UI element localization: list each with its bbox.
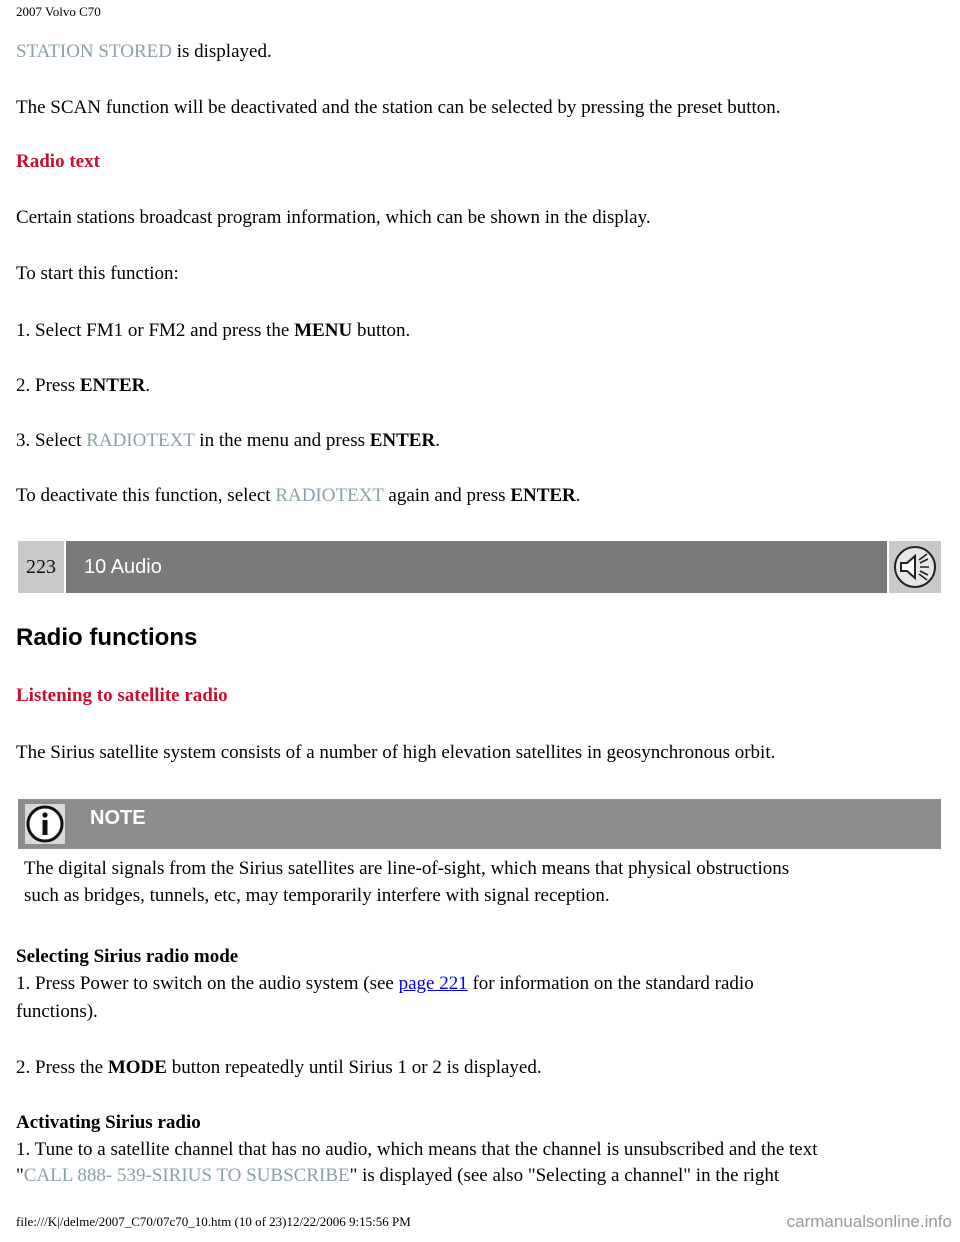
text: for information on the standard radio	[467, 973, 754, 994]
step-deactivate	[16, 482, 581, 510]
text: 3. Select	[16, 430, 87, 451]
text: again and press	[383, 485, 511, 506]
button-name: MENU	[294, 320, 353, 341]
paragraph-sirius: The Sirius satellite system consists of a number of high elevation satellites in geosynchronous orbit.	[16, 742, 776, 763]
section-title: Radio functions	[16, 624, 198, 651]
text: in the menu and press	[194, 430, 370, 451]
text: To deactivate this function, select	[16, 485, 276, 506]
text: button repeatedly until Sirius 1 or 2 is displayed.	[166, 1057, 542, 1078]
speaker-icon	[889, 541, 941, 593]
heading-radio-text: Radio text	[16, 151, 100, 172]
text: .	[575, 485, 581, 506]
page-221-link[interactable]: page 221	[398, 973, 468, 994]
subheading: Activating Sirius radio	[16, 1112, 201, 1133]
text: 1. Select FM1 or FM2 and press the	[16, 320, 295, 341]
mode-step-2	[16, 1054, 542, 1082]
text: is displayed.	[171, 41, 272, 62]
subheading: Selecting Sirius radio mode	[16, 946, 239, 967]
mode-step-1	[16, 970, 754, 998]
button-name: ENTER	[369, 430, 436, 451]
note-line: The digital signals from the Sirius satellites are line-of-sight, which means that physical obstructions	[24, 858, 790, 879]
text: 2. Press the	[16, 1057, 108, 1078]
text: " is displayed (see also "Selecting a channel" in the right	[349, 1165, 780, 1186]
note-bar	[18, 799, 941, 849]
note-line: such as bridges, tunnels, etc, may temporarily interfere with signal reception.	[24, 885, 610, 906]
note-body	[24, 855, 924, 909]
paragraph-scan: The SCAN function will be deactivated and the station can be selected by pressing the preset button.	[16, 97, 781, 118]
heading-satellite-radio: Listening to satellite radio	[16, 685, 228, 706]
step-1	[16, 317, 410, 345]
page-number: 223	[18, 541, 64, 593]
heading-selecting-mode	[16, 943, 238, 971]
text: button.	[352, 320, 411, 341]
text: .	[435, 430, 440, 451]
button-name: MODE	[107, 1057, 167, 1078]
document-title: 2007 Volvo C70	[16, 4, 101, 19]
info-icon	[24, 803, 66, 845]
heading-activating	[16, 1109, 201, 1137]
button-name: ENTER	[79, 375, 146, 396]
file-path-footer: file:///K|/delme/2007_C70/07c70_10.htm (10 of 23)12/22/2006 9:15:56 PM	[16, 1214, 411, 1229]
button-name: ENTER	[510, 485, 576, 506]
text: 2. Press	[16, 375, 80, 396]
step-3	[16, 427, 440, 455]
mode-step-1-cont: functions).	[16, 1001, 98, 1022]
chapter-title: 10 Audio	[66, 541, 887, 593]
display-text: STATION STORED	[16, 41, 172, 62]
text: "	[16, 1165, 24, 1186]
text: 1. Press Power to switch on the audio system (see	[16, 973, 399, 994]
paragraph-station-stored	[16, 38, 272, 66]
display-text: RADIOTEXT	[275, 485, 384, 506]
text: .	[145, 375, 151, 396]
step-2	[16, 372, 150, 400]
display-text: CALL 888- 539-SIRIUS TO SUBSCRIBE	[23, 1165, 350, 1186]
activate-step-1-cont	[16, 1162, 779, 1190]
paragraph-start: To start this function:	[16, 263, 179, 284]
display-text: RADIOTEXT	[86, 430, 195, 451]
activate-step-1: 1. Tune to a satellite channel that has no audio, which means that the channel is unsubscribed and the text	[16, 1139, 818, 1160]
note-label: NOTE	[90, 807, 146, 829]
chapter-bar	[18, 541, 941, 593]
paragraph-radio-text: Certain stations broadcast program information, which can be shown in the display.	[16, 207, 651, 228]
watermark: carmanualsonline.info	[786, 1212, 952, 1231]
